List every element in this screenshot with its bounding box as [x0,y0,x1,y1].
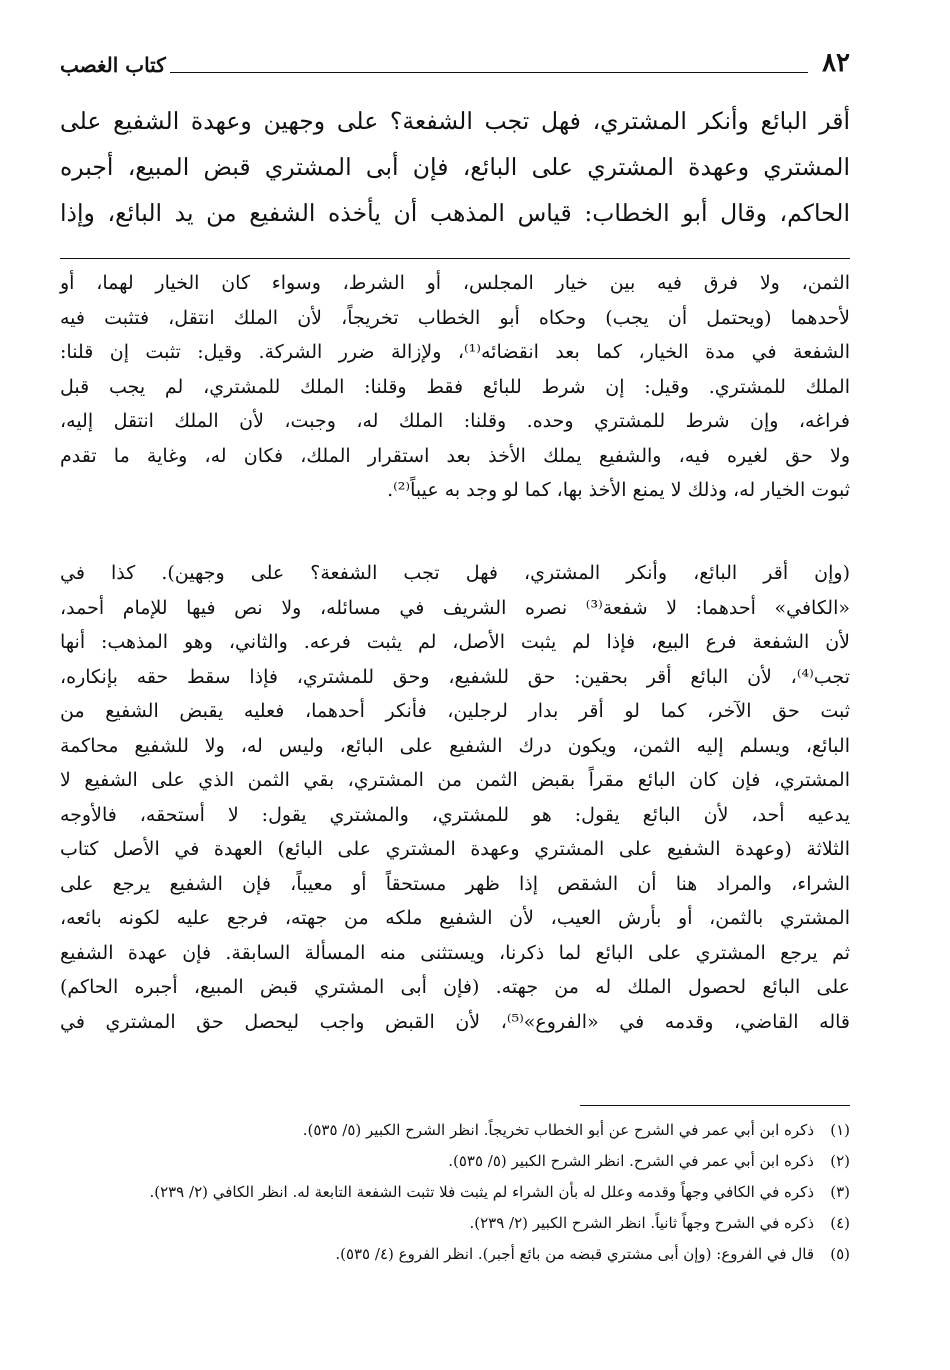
running-head [60,48,850,84]
commentary-line: الثمن، ولا فرق فيه بين خيار المجلس، أو الشرط، وسواء كان الخيار لهما، أو [60,272,850,294]
page-number: ٨٢ [822,48,850,78]
matn-separator [60,258,850,259]
footnotes [60,1118,850,1273]
footnote [60,1149,850,1174]
commentary-line: البائع، ويسلم إليه الثمن، ويكون درك الشفيع على البائع، وليس له، ولا للشفيع محاكمة [60,734,850,757]
footnote-text: ذكره ابن أبي عمر في الشرح. انظر الشرح الكبير (٥/ ٥٣٥). [448,1152,814,1170]
commentary-line: لأحدهما (ويحتمل أن يجب) وحكاه أبو الخطاب تخريجاً، لأن الملك انتقل، فتثبت فيه [60,306,850,329]
book-page [60,40,850,1350]
commentary-line: على البائع لحصول الملك له من جهته. (فإن أبى المشتري قبض المبيع، أجبره الحاكم) [60,976,850,998]
matn-line: المشتري وعهدة المشتري على البائع، فإن أبى المشتري قبض المبيع، أجبره [60,153,850,181]
matn-line: الحاكم، وقال أبو الخطاب: قياس المذهب أن يأخذه الشفيع من يد البائع، وإذا [60,199,850,227]
commentary-paragraph-1 [60,266,850,508]
footnote-text: قال في الفروع: (وإن أبى مشتري قبضه من بائع أجبر). انظر الفروع (٤/ ٥٣٥). [335,1245,814,1263]
commentary-line: الشراء، والمراد هنا أن الشقص إذا ظهر مستحقاً أو معيباً، فإن الشفيع يرجع على [60,872,850,895]
book-title: كتاب الغصب [60,53,166,77]
footnote-text: ذكره في الشرح وجهاً ثانياً. انظر الشرح الكبير (٢/ ٢٣٩). [469,1214,814,1232]
commentary-line: الشفعة في مدة الخيار، كما بعد انقضائه⁽¹⁾، ولإزالة ضرر الشركة. وقيل: تثبت إن قلنا: [60,341,850,363]
footnote-text: ذكره ابن أبي عمر في الشرح عن أبو الخطاب تخريجاً. انظر الشرح الكبير (٥/ ٥٣٥). [302,1121,814,1139]
header-rule [170,72,808,73]
footnote-number: (١) [830,1121,850,1139]
commentary-line: تجب⁽⁴⁾، لأن البائع أقر بحقين: حق للشفيع، وحق للمشتري، فإذا سقط حقه بإنكاره، [60,665,850,688]
footnote [60,1211,850,1236]
matn-text [60,98,850,236]
commentary-line: فراغه، وإن شرط للمشتري وحده. وقلنا: الملك له، وجبت، لأن الملك انتقل إليه، [60,410,850,432]
commentary-line: لأن الشفعة فرع البيع، فإذا لم يثبت الأصل، لم يثبت فرعه. والثاني، وهو المذهب: أنها [60,631,850,653]
commentary-line: ولا حق لغيره فيه، والشفيع يملك الأخذ بعد استقرار الملك، فكان له، وغاية ما تقدم [60,444,850,467]
commentary-line: (وإن أقر البائع، وأنكر المشتري، فهل تجب الشفعة؟ على وجهين). كذا في [60,562,850,584]
commentary-line: «الكافي» أحدهما: لا شفعة⁽³⁾ نصره الشريف في مسائله، ولا نص فيها للإمام أحمد، [60,596,850,619]
commentary-line: ثبوت الخيار له، وذلك لا يمنع الأخذ بها، كما لو وجد به عيباً⁽²⁾. [387,479,850,501]
footnote-text: ذكره في الكافي وجهاً وقدمه وعلل له بأن الشراء لم يثبت فلا تثبت الشفعة التابعة له. انظر الكافي (٢/ ٢٣٩). [149,1183,814,1201]
footnote-number: (٤) [830,1214,850,1232]
footnote-number: (٢) [830,1152,850,1170]
commentary-line: ثبت حق الآخر، كما لو أقر بدار لرجلين، فأنكر أحدهما، فعليه يقبض الشفيع من [60,700,850,722]
commentary-line: الملك للمشتري. وقيل: إن شرط للبائع فقط وقلنا: الملك للمشتري، لم يجب قبل [60,375,850,398]
commentary-line: يدعيه أحد، لأن البائع يقول: هو للمشتري، والمشتري يقول: لا أستحقه، فالأوجه [60,803,850,826]
commentary-line: المشتري، فإن كان البائع مقراً بقبض الثمن من المشتري، بقي الثمن الذي على الشفيع لا [60,769,850,791]
commentary-line: قاله القاضي، وقدمه في «الفروع»⁽⁵⁾، لأن القبض واجب ليحصل حق المشتري في [60,1010,850,1033]
footnote-number: (٥) [830,1245,850,1263]
footnote-number: (٣) [830,1183,850,1201]
commentary-line: المشتري بالثمن، أو بأرش العيب، لأن الشفيع ملكه من جهته، فرجع عليه لكونه بائعه، [60,907,850,929]
footnote [60,1118,850,1143]
footnote-separator [580,1105,850,1106]
matn-line: أقر البائع وأنكر المشتري، فهل تجب الشفعة؟ على وجهين وعهدة الشفيع على [60,107,850,135]
commentary-line: الثلاثة (وعهدة الشفيع على المشتري وعهدة المشتري على البائع) العهدة في الأصل كتاب [60,838,850,860]
commentary-line: ثم يرجع المشتري على البائع لما ذكرنا، ويستثنى منه المسألة السابقة. فإن عهدة الشفيع [60,941,850,964]
footnote [60,1180,850,1205]
commentary-paragraph-2 [60,556,850,1039]
footnote [60,1242,850,1267]
